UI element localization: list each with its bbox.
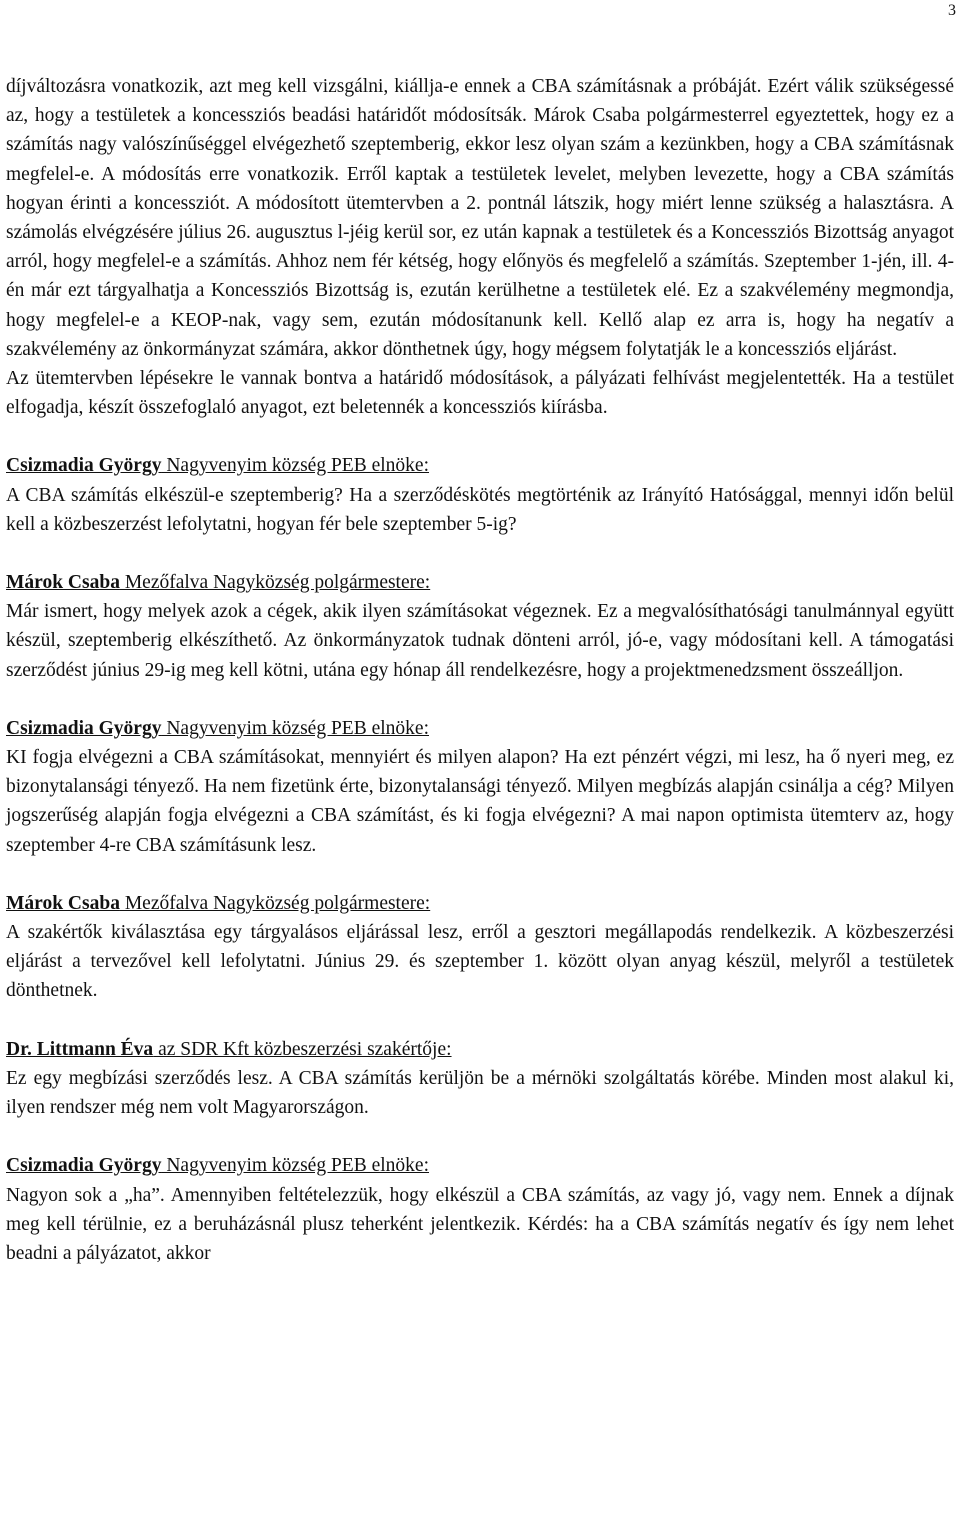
speech-text: KI fogja elvégezni a CBA számításokat, mennyiért és milyen alapon? Ha ezt pénzért végzi, mi lesz, ha ő nyeri meg, ez bizonytalansági tényező. Ha nem fizetünk érte, bizonytalansági tényező. Milyen megbízás alapján csinálja a cég? Milyen jogszerűség alapján fogja elvégezni a CBA számítást, és ki fogja elvégezni? A mai napon optimista ütemterv az, hogy szeptember 4-re CBA számításunk lesz.: [6, 747, 954, 856]
speech-section-2: [6, 568, 954, 685]
intro-paragraph-1: díjváltozásra vonatkozik, azt meg kell vizsgálni, kiállja-e ennek a CBA számításnak a próbáját. Ezért válik szükségessé az, hogy a testületek a koncessziós beadási határidőt módosítsák. Márok Csaba polgármesterrel egyeztettek, hogy ez a számítás nagy valószínűséggel elvégezhető szeptemberig, ekkor lesz olyan szám a kezünkben, hogy a CBA számításnak megfelel-e. A módosítás erre vonatkozik. Erről kaptak a testületek levelet, melyben levezette, hogy a CBA számítás hogyan érinti a koncessziót. A módosított ütemtervben a 2. pontnál látszik, hogy miért lenne szükség a halasztásra. A számolás elvégzésére július 26. augusztus l-jéig kerül sor, ez után kapnak a testületek és a Koncessziós Bizottság anyagot arról, hogy megfelel-e a számítás. Ahhoz nem fér kétség, hogy előnyös és megfelelő a számítás. Szeptember 1-jén, ill. 4-én már ezt tárgyalhatja a Koncessziós Bizottság is, ezután kerülhetne a testületek elé. Ez a szakvélemény megmondja, hogy megfelel-e a KEOP-nak, vagy sem, ezután módosítanunk kell. Kellő alap ez arra is, hogy ha negatív a szakvélemény az önkormányzat számára, akkor dönthetnek úgy, hogy mégsem folytatják le a koncessziós eljárást.: [6, 76, 954, 360]
speaker-name: Dr. Littmann Éva: [6, 1038, 154, 1060]
speaker-heading: [6, 451, 954, 480]
speaker-heading: [6, 1151, 954, 1180]
speaker-heading: [6, 568, 954, 597]
speaker-name: Csizmadia György: [6, 455, 162, 477]
speech-text: Nagyon sok a „ha”. Amennyiben feltételezzük, hogy elkészül a CBA számítás, az vagy jó, vagy nem. Ennek a díjnak meg kell térülnie, ez a beruházásnál plusz teherként jelentkezik. Kérdés: ha a CBA számítás negatív és így nem lehet beadni a pályázatot, akkor: [6, 1184, 954, 1264]
speaker-role: Nagyvenyim község PEB elnöke:: [161, 455, 429, 477]
speaker-role: Nagyvenyim község PEB elnöke:: [161, 1155, 429, 1177]
speaker-heading: [6, 889, 954, 918]
speaker-name: Márok Csaba: [6, 892, 120, 914]
speaker-name: Csizmadia György: [6, 717, 162, 739]
intro-paragraph-2: Az ütemtervben lépésekre le vannak bontva a határidő módosítások, a pályázati felhívást megjelentették. Ha a testület elfogadja, készít összefoglaló anyagot, ezt beletennék a koncessziós kiírásba.: [6, 368, 954, 419]
speech-text: Már ismert, hogy melyek azok a cégek, akik ilyen számításokat végeznek. Ez a megvalósíthatósági tanulmánnyal együtt készül, szeptemberig elkészíthető. Az önkormányzatok tudnak dönteni arról, jó-e, vagy módosítani kell. A támogatási szerződést június 29-ig meg kell kötni, utána egy hónap áll rendelkezésre, hogy a projektmenedzsment összeálljon.: [6, 601, 954, 681]
speech-section-6: [6, 1151, 954, 1268]
speaker-name: Márok Csaba: [6, 572, 120, 594]
speech-text: Ez egy megbízási szerződés lesz. A CBA számítás kerüljön be a mérnöki szolgáltatás körébe. Minden most alakul ki, ilyen rendszer még nem volt Magyarországon.: [6, 1067, 954, 1119]
speaker-role: Mezőfalva Nagyközség polgármestere:: [119, 572, 431, 594]
speaker-heading: [6, 1035, 954, 1064]
speaker-role: az SDR Kft közbeszerzési szakértője:: [153, 1038, 452, 1060]
speech-text: A CBA számítás elkészül-e szeptemberig? Ha a szerződéskötés megtörténik az Irányító Hatósággal, mennyi időn belül kell a közbeszerzést lefolytatni, hogyan fér bele szeptember 5-ig?: [6, 484, 954, 535]
page-number: 3: [948, 2, 956, 19]
speaker-heading: [6, 714, 954, 743]
speaker-name: Csizmadia György: [6, 1155, 162, 1177]
speech-section-3: [6, 714, 954, 860]
document-body: [6, 72, 954, 1268]
speech-text: A szakértők kiválasztása egy tárgyalásos eljárással lesz, erről a gesztori megállapodás rendelkezik. A közbeszerzési eljárást a tervezővel kell lefolytatni. Június 29. és szeptember 1. között olyan anyag készül, melyről a testületek dönthetnek.: [6, 922, 954, 1002]
speech-section-5: [6, 1035, 954, 1123]
speech-section-1: [6, 451, 954, 539]
speech-section-4: [6, 889, 954, 1006]
speaker-role: Mezőfalva Nagyközség polgármestere:: [119, 892, 431, 914]
speaker-role: Nagyvenyim község PEB elnöke:: [161, 717, 429, 739]
